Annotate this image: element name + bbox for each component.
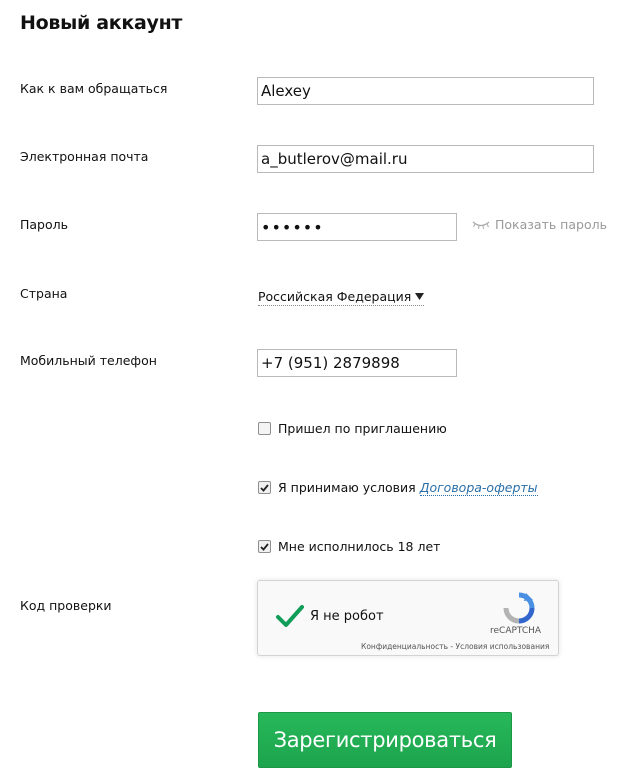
terms-link[interactable]: Договора-оферты bbox=[419, 480, 538, 495]
terms-row bbox=[258, 480, 538, 495]
recaptcha-widget bbox=[257, 580, 559, 656]
captcha-text: Я не робот bbox=[310, 609, 384, 624]
age-row bbox=[258, 539, 440, 554]
checkmark-icon bbox=[260, 484, 269, 492]
country-select[interactable] bbox=[258, 289, 424, 306]
password-input[interactable] bbox=[257, 213, 457, 241]
captcha-links bbox=[361, 642, 549, 651]
name-label: Как к вам обращаться bbox=[20, 81, 168, 96]
captcha-links-separator: - bbox=[448, 642, 456, 651]
name-input[interactable] bbox=[257, 77, 594, 105]
email-label: Электронная почта bbox=[20, 149, 149, 164]
recaptcha-brand: reCAPTCHA bbox=[490, 626, 542, 636]
captcha-privacy-link[interactable]: Конфиденциальность bbox=[361, 642, 449, 651]
invited-label: Пришел по приглашению bbox=[278, 421, 447, 436]
age-label: Мне исполнилось 18 лет bbox=[278, 539, 441, 554]
phone-label: Мобильный телефон bbox=[20, 353, 157, 368]
show-password-label: Показать пароль bbox=[495, 217, 607, 232]
show-password-toggle[interactable] bbox=[472, 217, 607, 232]
email-input[interactable] bbox=[257, 145, 594, 173]
triangle-down-icon bbox=[415, 293, 424, 300]
invited-row bbox=[258, 421, 447, 436]
captcha-label: Код проверки bbox=[20, 598, 112, 613]
captcha-terms-link[interactable]: Условия использования bbox=[455, 642, 550, 651]
checkmark-icon bbox=[260, 543, 269, 551]
country-value: Российская Федерация bbox=[258, 289, 412, 304]
closed-eye-icon bbox=[472, 220, 490, 230]
page-title: Новый аккаунт bbox=[20, 12, 183, 34]
terms-checkbox[interactable] bbox=[258, 481, 271, 494]
password-label: Пароль bbox=[20, 217, 68, 232]
age-checkbox[interactable] bbox=[258, 540, 271, 553]
register-button[interactable]: Зарегистрироваться bbox=[258, 712, 512, 768]
invited-checkbox[interactable] bbox=[258, 422, 271, 435]
terms-label: Я принимаю условия bbox=[278, 480, 416, 495]
recaptcha-logo-icon bbox=[502, 591, 536, 625]
phone-input[interactable] bbox=[257, 349, 457, 377]
country-label: Страна bbox=[20, 286, 68, 301]
captcha-checkbox[interactable] bbox=[274, 600, 306, 632]
